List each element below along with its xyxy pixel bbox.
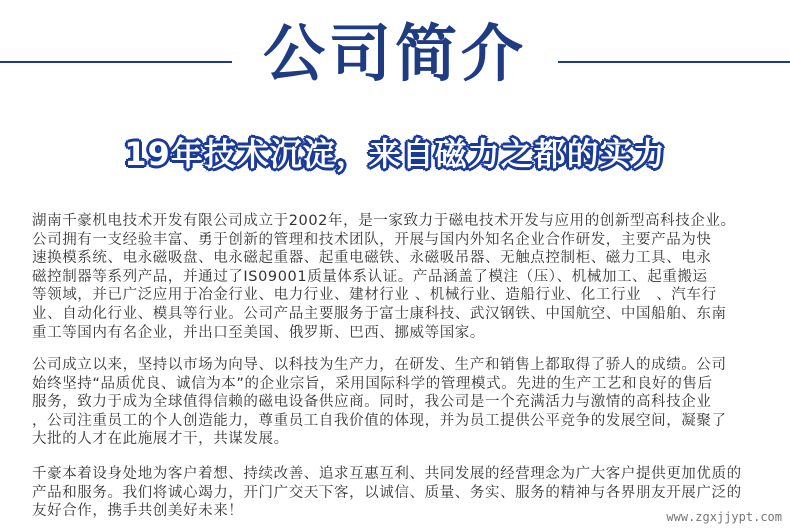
tagline-banner: 19年技术沉淀，来自磁力之都的实力 [124, 135, 666, 173]
paragraph-line: 产品和服务。我们将诚心竭力，开门广交天下客，以诚信、质量、务实、服务的精神与各界朋友开展广泛的 [32, 484, 742, 501]
paragraph-line: 速换模系统、电永磁吸盘、电永磁起重器、起重电磁铁、永磁吸吊器、无触点控制柜、磁力工具、电永 [32, 250, 712, 267]
title-divider-left [0, 61, 232, 63]
paragraph-line: 等领域，并已广泛应用于冶金行业、电力行业、建材行业 、机械行业、造船行业、化工行业 、汽车行 [32, 287, 717, 304]
paragraph-line: 重工等国内有名企业，并出口至美国、俄罗斯、巴西、挪威等国家。 [32, 324, 485, 341]
paragraph-line: 友好合作，携手共创美好未来！ [32, 503, 244, 520]
paragraph-line: ，公司注重员工的个人创造能力，尊重员工自我价值的体现，并为员工提供公平竞争的发展空间，凝聚了 [32, 412, 727, 429]
paragraph-line: 大批的人才在此施展才干，共谋发展。 [32, 431, 289, 448]
paragraph-line: 始终坚持“品质优良、诚信为本”的企业宗旨，采用国际科学的管理模式。先进的生产工艺和良好的售后 [32, 375, 713, 392]
title-divider-right [558, 61, 790, 63]
paragraph-line: 磁控制器等系列产品，并通过了IS09001质量体系认证。产品涵盖了模注（压）、机械加工、起重搬运 [32, 268, 708, 285]
page-title: 公司简介 [262, 17, 527, 90]
paragraph-line: 湖南千豪机电技术开发有限公司成立于2002年，是一家致力于磁电技术开发与应用的创新型高科技企业。 [32, 213, 736, 229]
paragraph-line: 业、自动化行业、模具等行业。公司产品主要服务于富士康科技、武汉钢铁、中国航空、中国船舶、东南 [32, 305, 727, 322]
paragraph-line: 服务，致力于成为全球值得信赖的磁电设备供应商。同时，我公司是一个充满活力与激情的高科技企业 [32, 394, 712, 411]
paragraph-line: 千豪本着设身处地为客户着想、持续改善、追求互惠互利、共同发展的经营理念为广大客户提供更加优质的 [32, 466, 742, 482]
paragraph-intro [32, 212, 784, 342]
paragraph-line: 公司拥有一支经验丰富、勇于创新的管理和技术团队，开展与国内外知名企业合作研发，主要产品为快 [32, 231, 712, 248]
paragraph-line: 公司成立以来，坚持以市场为向导、以科技为生产力，在研发、生产和销售上都取得了骄人的成绩。公司 [32, 357, 727, 373]
paragraph-history [32, 356, 784, 449]
site-watermark: www.zgxjjypt.com [666, 510, 782, 524]
